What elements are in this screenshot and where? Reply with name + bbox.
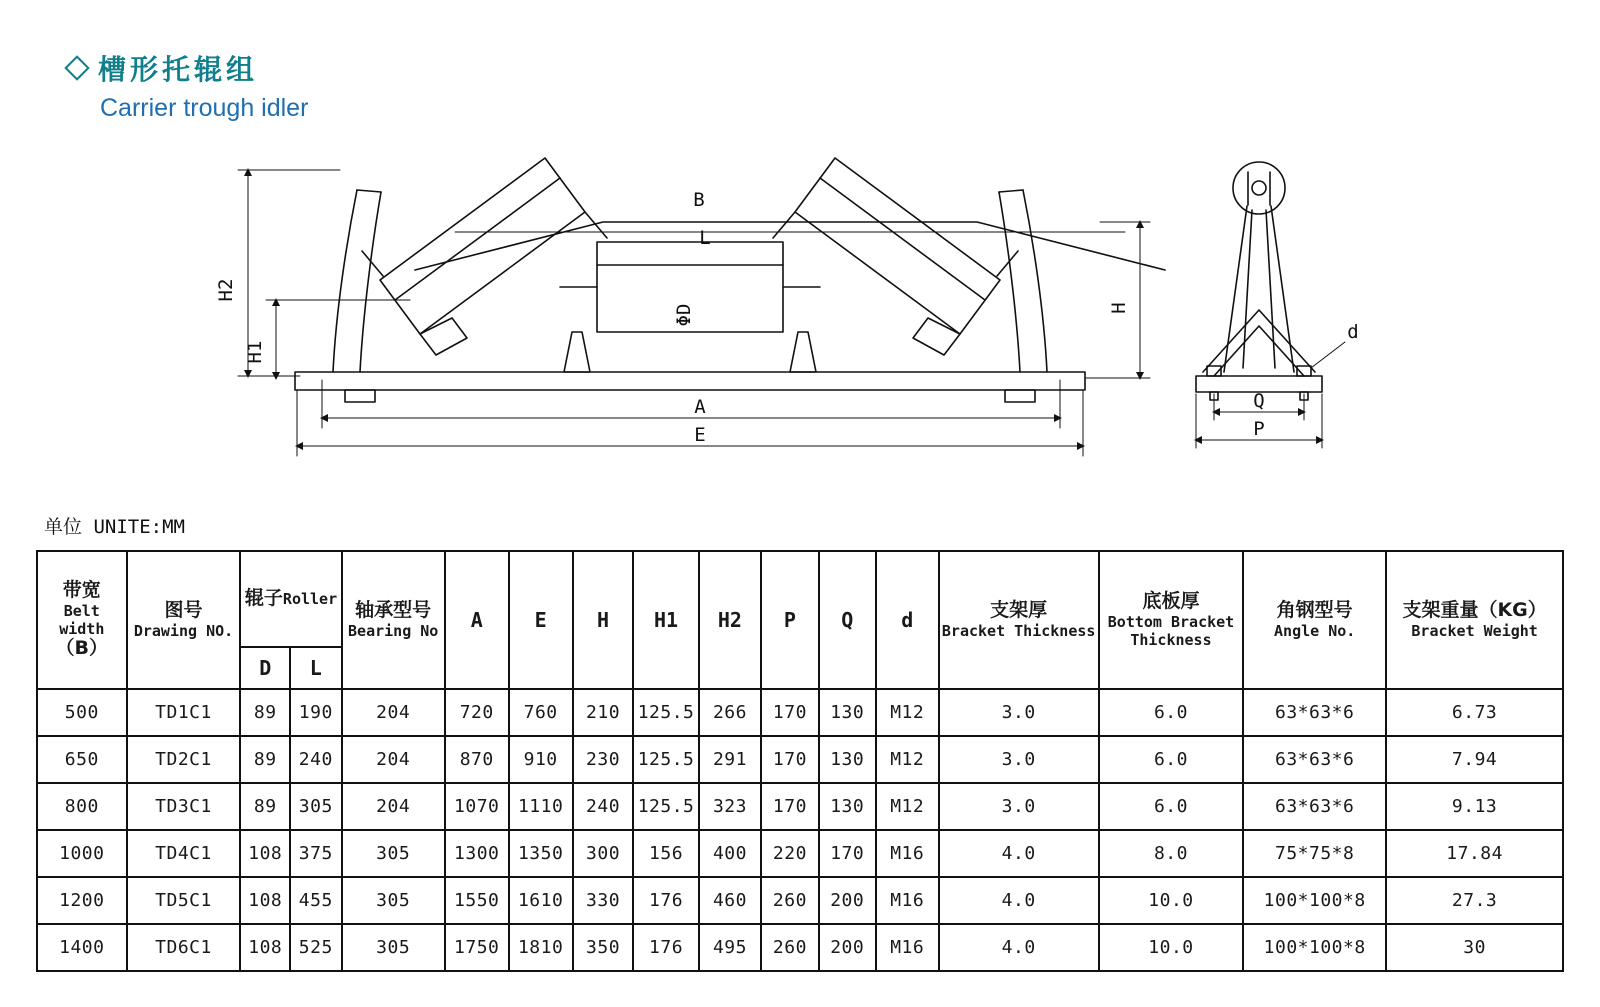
cell-P: 260 — [761, 877, 818, 924]
cell-roller-D: 89 — [240, 783, 290, 830]
th-belt-width-sym: （B） — [55, 637, 109, 659]
table-body — [37, 689, 1563, 971]
cell-bearing: 305 — [342, 877, 445, 924]
cell-angle-no: 100*100*8 — [1243, 877, 1386, 924]
cell-belt-width: 1400 — [37, 924, 127, 971]
th-bottom-bracket-thickness-cn: 底板厚 — [1142, 590, 1200, 613]
cell-bottom-bracket-thickness: 10.0 — [1099, 924, 1243, 971]
table-row — [37, 736, 1563, 783]
th-roller-L: L — [290, 647, 342, 689]
cell-drawing-no: TD1C1 — [127, 689, 241, 736]
cell-bottom-bracket-thickness: 10.0 — [1099, 877, 1243, 924]
spec-table — [36, 550, 1564, 972]
cell-P: 170 — [761, 783, 818, 830]
cell-d: M12 — [876, 783, 939, 830]
label-d: d — [1347, 321, 1359, 343]
cell-P: 260 — [761, 924, 818, 971]
label-Q: Q — [1253, 390, 1265, 412]
cell-drawing-no: TD3C1 — [127, 783, 241, 830]
cell-roller-D: 108 — [240, 924, 290, 971]
cell-bearing: 305 — [342, 830, 445, 877]
cell-A: 720 — [445, 689, 509, 736]
cell-bearing: 305 — [342, 924, 445, 971]
cell-roller-L: 190 — [290, 689, 342, 736]
cell-bracket-weight: 7.94 — [1386, 736, 1563, 783]
th-bracket-weight — [1386, 551, 1563, 689]
cell-roller-L: 305 — [290, 783, 342, 830]
th-E: E — [509, 551, 573, 689]
cell-P: 220 — [761, 830, 818, 877]
cell-bottom-bracket-thickness: 6.0 — [1099, 783, 1243, 830]
page-title-en: Carrier trough idler — [100, 94, 309, 122]
th-A: A — [445, 551, 509, 689]
th-H: H — [573, 551, 634, 689]
th-bracket-thickness-cn: 支架厚 — [990, 599, 1048, 622]
cell-H2: 291 — [699, 736, 762, 783]
cell-bracket-weight: 27.3 — [1386, 877, 1563, 924]
cell-H1: 156 — [633, 830, 698, 877]
cell-bracket-thickness: 3.0 — [939, 736, 1099, 783]
cell-bottom-bracket-thickness: 6.0 — [1099, 689, 1243, 736]
cell-A: 1750 — [445, 924, 509, 971]
table-row — [37, 830, 1563, 877]
th-angle-no-en: Angle No. — [1274, 621, 1356, 640]
th-bracket-thickness — [939, 551, 1099, 689]
cell-H: 300 — [573, 830, 634, 877]
cell-Q: 200 — [819, 924, 876, 971]
cell-bracket-weight: 6.73 — [1386, 689, 1563, 736]
cell-bearing: 204 — [342, 783, 445, 830]
th-roller-D: D — [240, 647, 290, 689]
cell-angle-no: 75*75*8 — [1243, 830, 1386, 877]
spec-table-wrap — [36, 550, 1564, 972]
cell-drawing-no: TD5C1 — [127, 877, 241, 924]
cell-H1: 176 — [633, 924, 698, 971]
th-belt-width-cn: 带宽 — [62, 579, 101, 602]
th-P: P — [761, 551, 818, 689]
cell-bracket-weight: 30 — [1386, 924, 1563, 971]
cell-bracket-thickness: 3.0 — [939, 783, 1099, 830]
th-roller-cn: 辊子 — [244, 587, 283, 610]
page-title-cn: 槽形托辊组 — [98, 53, 259, 86]
cell-H2: 495 — [699, 924, 762, 971]
th-angle-no-cn: 角钢型号 — [1276, 599, 1353, 622]
th-roller — [240, 551, 341, 647]
cell-A: 1300 — [445, 830, 509, 877]
th-H1: H1 — [633, 551, 698, 689]
cell-H: 210 — [573, 689, 634, 736]
cell-roller-L: 455 — [290, 877, 342, 924]
cell-belt-width: 1000 — [37, 830, 127, 877]
cell-roller-D: 108 — [240, 830, 290, 877]
table-head — [37, 551, 1563, 689]
cell-angle-no: 63*63*6 — [1243, 689, 1386, 736]
cell-bracket-weight: 9.13 — [1386, 783, 1563, 830]
cell-d: M12 — [876, 689, 939, 736]
cell-H1: 125.5 — [633, 783, 698, 830]
cell-Q: 170 — [819, 830, 876, 877]
label-P: P — [1253, 418, 1265, 440]
th-angle-no — [1243, 551, 1386, 689]
cell-bottom-bracket-thickness: 6.0 — [1099, 736, 1243, 783]
cell-drawing-no: TD4C1 — [127, 830, 241, 877]
th-belt-width — [37, 551, 127, 689]
diamond-icon — [64, 55, 89, 80]
label-H2: H2 — [215, 278, 237, 302]
cell-roller-D: 108 — [240, 877, 290, 924]
th-bracket-weight-cn: 支架重量（KG） — [1402, 599, 1547, 622]
th-drawing-no — [127, 551, 241, 689]
cell-drawing-no: TD2C1 — [127, 736, 241, 783]
cell-d: M16 — [876, 830, 939, 877]
cell-A: 870 — [445, 736, 509, 783]
th-H2: H2 — [699, 551, 762, 689]
cell-roller-L: 240 — [290, 736, 342, 783]
th-bracket-weight-en: Bracket Weight — [1411, 621, 1538, 640]
cell-H2: 400 — [699, 830, 762, 877]
table-row — [37, 783, 1563, 830]
cell-P: 170 — [761, 736, 818, 783]
cell-bracket-thickness: 4.0 — [939, 830, 1099, 877]
title-cn-row — [68, 48, 308, 88]
cell-H1: 176 — [633, 877, 698, 924]
table-header-row-1 — [37, 551, 1563, 647]
cell-H: 330 — [573, 877, 634, 924]
cell-E: 1810 — [509, 924, 573, 971]
cell-roller-L: 375 — [290, 830, 342, 877]
cell-d: M12 — [876, 736, 939, 783]
cell-Q: 130 — [819, 689, 876, 736]
cell-belt-width: 1200 — [37, 877, 127, 924]
cell-E: 910 — [509, 736, 573, 783]
label-B: B — [693, 189, 705, 211]
th-drawing-no-cn: 图号 — [164, 599, 203, 622]
label-H1: H1 — [244, 340, 266, 364]
technical-drawing — [0, 110, 1600, 490]
cell-drawing-no: TD6C1 — [127, 924, 241, 971]
cell-bracket-thickness: 3.0 — [939, 689, 1099, 736]
th-bottom-bracket-thickness-en: Bottom Bracket Thickness — [1107, 612, 1235, 649]
th-bearing-en: Bearing No — [348, 621, 439, 640]
th-bracket-thickness-en: Bracket Thickness — [941, 621, 1096, 640]
th-roller-en: Roller — [282, 590, 338, 609]
th-bearing-cn: 轴承型号 — [355, 599, 432, 622]
cell-bracket-thickness: 4.0 — [939, 924, 1099, 971]
cell-Q: 200 — [819, 877, 876, 924]
cell-E: 1350 — [509, 830, 573, 877]
table-row — [37, 689, 1563, 736]
cell-H: 240 — [573, 783, 634, 830]
cell-H2: 323 — [699, 783, 762, 830]
cell-bottom-bracket-thickness: 8.0 — [1099, 830, 1243, 877]
cell-bracket-weight: 17.84 — [1386, 830, 1563, 877]
cell-E: 1610 — [509, 877, 573, 924]
cell-H1: 125.5 — [633, 736, 698, 783]
cell-H: 350 — [573, 924, 634, 971]
cell-bearing: 204 — [342, 689, 445, 736]
cell-H1: 125.5 — [633, 689, 698, 736]
cell-Q: 130 — [819, 736, 876, 783]
th-belt-width-en: Belt width — [59, 602, 105, 638]
table-row — [37, 924, 1563, 971]
table-row — [37, 877, 1563, 924]
label-E: E — [694, 424, 706, 446]
cell-belt-width: 650 — [37, 736, 127, 783]
cell-d: M16 — [876, 924, 939, 971]
cell-roller-D: 89 — [240, 736, 290, 783]
cell-bracket-thickness: 4.0 — [939, 877, 1099, 924]
cell-angle-no: 100*100*8 — [1243, 924, 1386, 971]
label-H: H — [1108, 302, 1130, 314]
cell-belt-width: 800 — [37, 783, 127, 830]
cell-H2: 460 — [699, 877, 762, 924]
th-d: d — [876, 551, 939, 689]
cell-d: M16 — [876, 877, 939, 924]
label-phiD: ΦD — [673, 303, 695, 327]
cell-A: 1550 — [445, 877, 509, 924]
cell-H: 230 — [573, 736, 634, 783]
cell-angle-no: 63*63*6 — [1243, 736, 1386, 783]
cell-Q: 130 — [819, 783, 876, 830]
label-L: L — [699, 227, 711, 249]
th-Q: Q — [819, 551, 876, 689]
label-A: A — [694, 396, 706, 418]
cell-roller-L: 525 — [290, 924, 342, 971]
cell-A: 1070 — [445, 783, 509, 830]
cell-H2: 266 — [699, 689, 762, 736]
cell-P: 170 — [761, 689, 818, 736]
th-bearing — [342, 551, 445, 689]
cell-bearing: 204 — [342, 736, 445, 783]
cell-E: 760 — [509, 689, 573, 736]
th-drawing-no-en: Drawing NO. — [133, 621, 234, 640]
cell-angle-no: 63*63*6 — [1243, 783, 1386, 830]
unit-note: 单位 UNITE:MM — [44, 516, 185, 538]
cell-belt-width: 500 — [37, 689, 127, 736]
cell-roller-D: 89 — [240, 689, 290, 736]
th-bottom-bracket-thickness — [1099, 551, 1243, 689]
cell-E: 1110 — [509, 783, 573, 830]
